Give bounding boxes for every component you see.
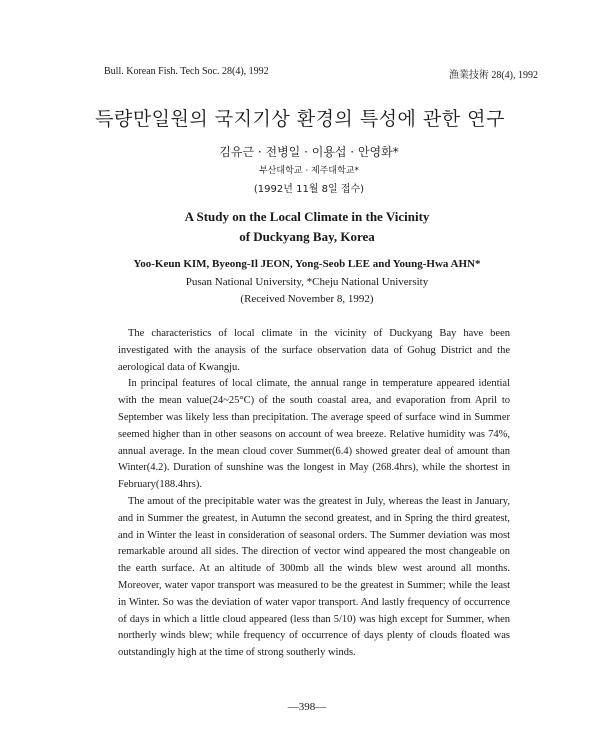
journal-citation-header: Bull. Korean Fish. Tech Soc. 28(4), 1992 (104, 66, 269, 77)
english-received-date: (Received November 8, 1992) (240, 293, 374, 305)
abstract (118, 326, 510, 662)
english-affiliation: Pusan National University, *Cheju National University (185, 276, 429, 288)
korean-title: 득량만일원의 국지기상 환경의 특성에 관한 연구 (95, 108, 505, 130)
english-title-line-1: A Study on the Local Climate in the Vicinity (184, 209, 430, 224)
english-title-line-2: of Duckyang Bay, Korea (239, 229, 375, 244)
korean-received-date: (1992년 11월 8일 접수) (253, 184, 365, 195)
english-title (0, 207, 600, 247)
korean-affiliation: 부산대학교 · 제주대학교* (258, 166, 360, 176)
korean-authors: 김유근 · 전병일 · 이용섭 · 안영화* (219, 145, 399, 159)
english-authors: Yoo-Keun KIM, Byeong-Il JEON, Yong-Seob LEE and Young-Hwa AHN* (133, 258, 481, 270)
journal-citation-header-korean: 漁業技術 28(4), 1992 (448, 70, 538, 81)
abstract-paragraph: The characteristics of local climate in the vicinity of Duckyang Bay have been investigated with the anaysis of the surface observation data of Gohug District and the aerological data of Kwangju. (118, 328, 510, 373)
abstract-paragraph: The amout of the precipitable water was the greatest in July, whereas the least in January, and in Summer the greatest, in Autumn the second greatest, and in Spring the third greatest, and in Winter the least in consideration of seasonal orders. The Summer deviation was most remarkable around all sides. The direction of vector wind appeared the most changeable on the earth surface. At an altitude of 300mb all the winds blew west around all months. Moreover, water vapor transport was measured to be the greatest in Summer; while the least in Winter. So was the deviation of water vapor transport. And lastly frequency of occurrence of days in which a little cloud appeared (less than 5/10) was high except for Summer, when northerly winds blew; while frequency of occurrence of days plenty of clouds floated was outstandingly high at the time of strong southerly winds. (118, 495, 510, 659)
page-number: —398— (287, 701, 327, 713)
abstract-paragraph: In principal features of local climate, the annual range in temperature appeared idential with the mean value(24~25°C) of the south coastal area, and evaporation from April to September was likely less than precipitation. The average speed of surface wind in Summer seemed higher than in other seasons on account of wea breeze. Relative humidity was 74%, annual average. In the mean cloud cover Summer(6.4) showed greater deal of amount than Winter(4.2). Duration of sunshine was the longest in May (268.4hrs), while the shortest in February(188.4hrs). (118, 378, 510, 491)
